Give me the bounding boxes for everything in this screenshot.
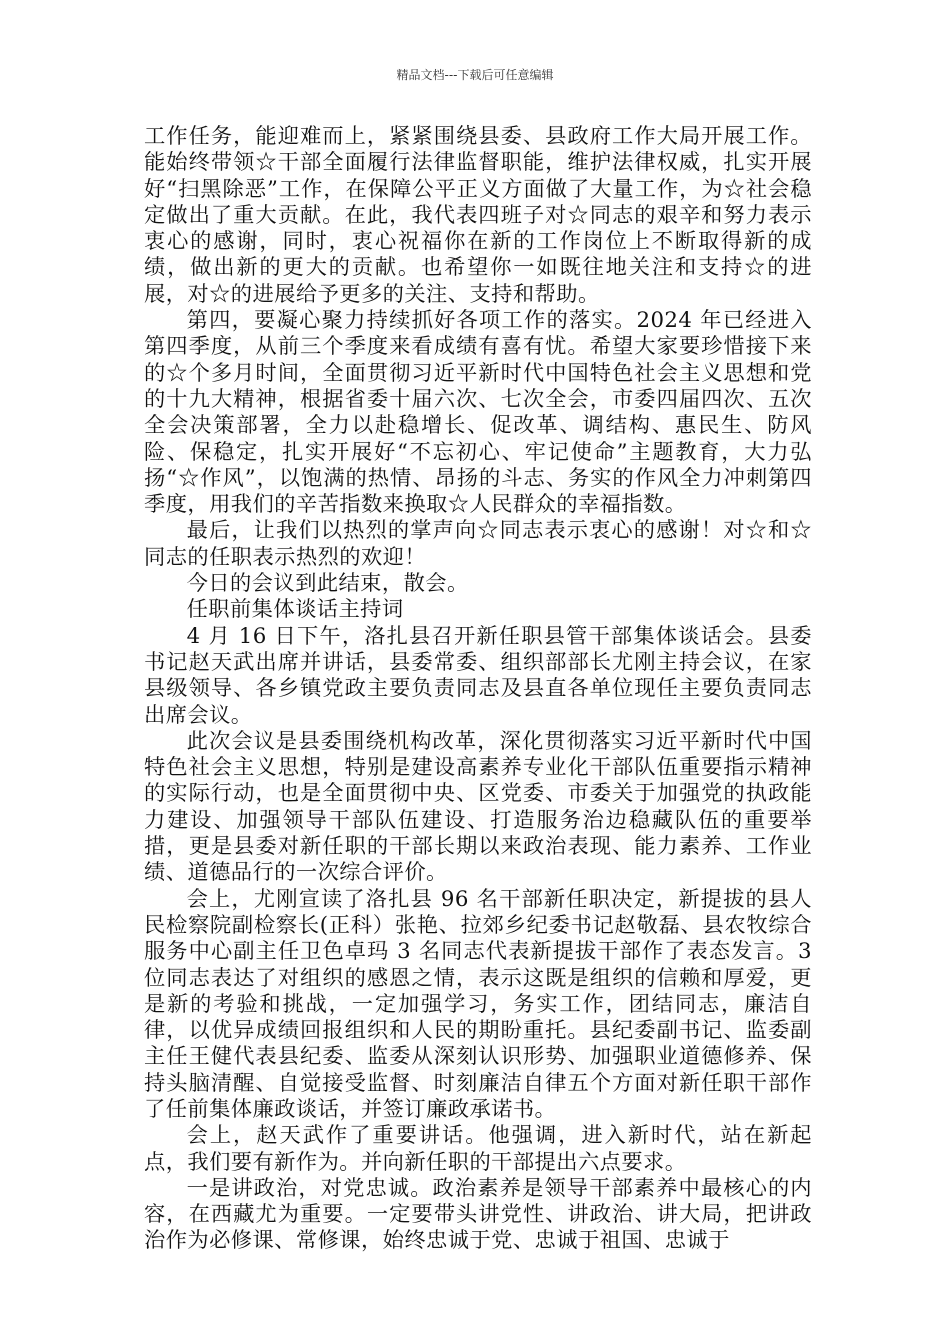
- page-header: 精品文档---下载后可任意编辑: [396, 68, 554, 82]
- section-title: 任职前集体谈话主持词: [186, 597, 404, 623]
- paragraph: 工作任务，能迎难而上，紧紧围绕县委、县政府工作大局开展工作。能始终带领☆干部全面履行法律监督职能，维护法律权威，扎实开展好“扫黑除恶”工作，在保障公平正义方面做了大量工作，为☆社会稳定做出了重大贡献。在此，我代表四班子对☆同志的艰辛和努力表示衷心的感谢，同时，衷心祝福你在新的工作岗位上不断取得新的成绩，做出新的更大的贡献。也希望你一如既往地关注和支持☆的进展，对☆的进展给予更多的关注、支持和帮助。: [144, 124, 812, 307]
- paragraph: 最后，让我们以热烈的掌声向☆同志表示衷心的感谢！对☆和☆同志的任职表示热烈的欢迎！: [144, 518, 812, 570]
- paragraph: 第四，要凝心聚力持续抓好各项工作的落实。2024 年已经进入第四季度，从前三个季度来看成绩有喜有忧。希望大家要珍惜接下来的☆个多月时间，全面贯彻习近平新时代中国特色社会主义思想和党的十九大精神，根据省委十届六次、七次全会，市委四届四次、五次全会决策部署，全力以赴稳增长、促改革、调结构、惠民生、防风险、保稳定，扎实开展好“不忘初心、牢记使命”主题教育，大力弘扬“☆作风”，以饱满的热情、昂扬的斗志、务实的作风全力冲刺第四季度，用我们的辛苦指数来换取☆人民群众的幸福指数。: [144, 308, 812, 518]
- paragraph: 会上，尤刚宣读了洛扎县 96 名干部新任职决定，新提拔的县人民检察院副检察长(正科）张艳、拉郊乡纪委书记赵敬磊、县农牧综合服务中心副主任卫色卓玛 3 名同志代表新提拔干部作了表态发言。3 位同志表达了对组织的感恩之情，表示这既是组织的信赖和厚爱，更是新的考验和挑战，一定加强学习，务实工作，团结同志，廉洁自律，以优异成绩回报组织和人民的期盼重托。县纪委副书记、监委副主任王健代表县纪委、监委从深刻认识形势、加强职业道德修养、保持头脑清醒、自觉接受监督、时刻廉洁自律五个方面对新任职干部作了任前集体廉政谈话，并签订廉政承诺书。: [144, 886, 812, 1122]
- document-body: [144, 124, 812, 1255]
- paragraph: 会上，赵天武作了重要讲话。他强调，进入新时代，站在新起点，我们要有新作为。并向新任职的干部提出六点要求。: [144, 1123, 812, 1175]
- paragraph: 此次会议是县委围绕机构改革，深化贯彻落实习近平新时代中国特色社会主义思想，特别是建设高素养专业化干部队伍重要指示精神的实际行动，也是全面贯彻中央、区党委、市委关于加强党的执政能力建设、加强领导干部队伍建设、打造服务治边稳藏队伍的重要举措，更是县委对新任职的干部长期以来政治表现、能力素养、工作业绩、道德品行的一次综合评价。: [144, 728, 812, 886]
- paragraph: 今日的会议到此结束，散会。: [186, 571, 469, 597]
- paragraph: 一是讲政治，对党忠诚。政治素养是领导干部素养中最核心的内容，在西藏尤为重要。一定要带头讲党性、讲政治、讲大局，把讲政治作为必修课、常修课，始终忠诚于党、忠诚于祖国、忠诚于: [144, 1175, 812, 1254]
- paragraph: 4 月 16 日下午，洛扎县召开新任职县管干部集体谈话会。县委书记赵天武出席并讲话，县委常委、组织部部长尤刚主持会议，在家县级领导、各乡镇党政主要负责同志及县直各单位现任主要负责同志出席会议。: [144, 623, 812, 728]
